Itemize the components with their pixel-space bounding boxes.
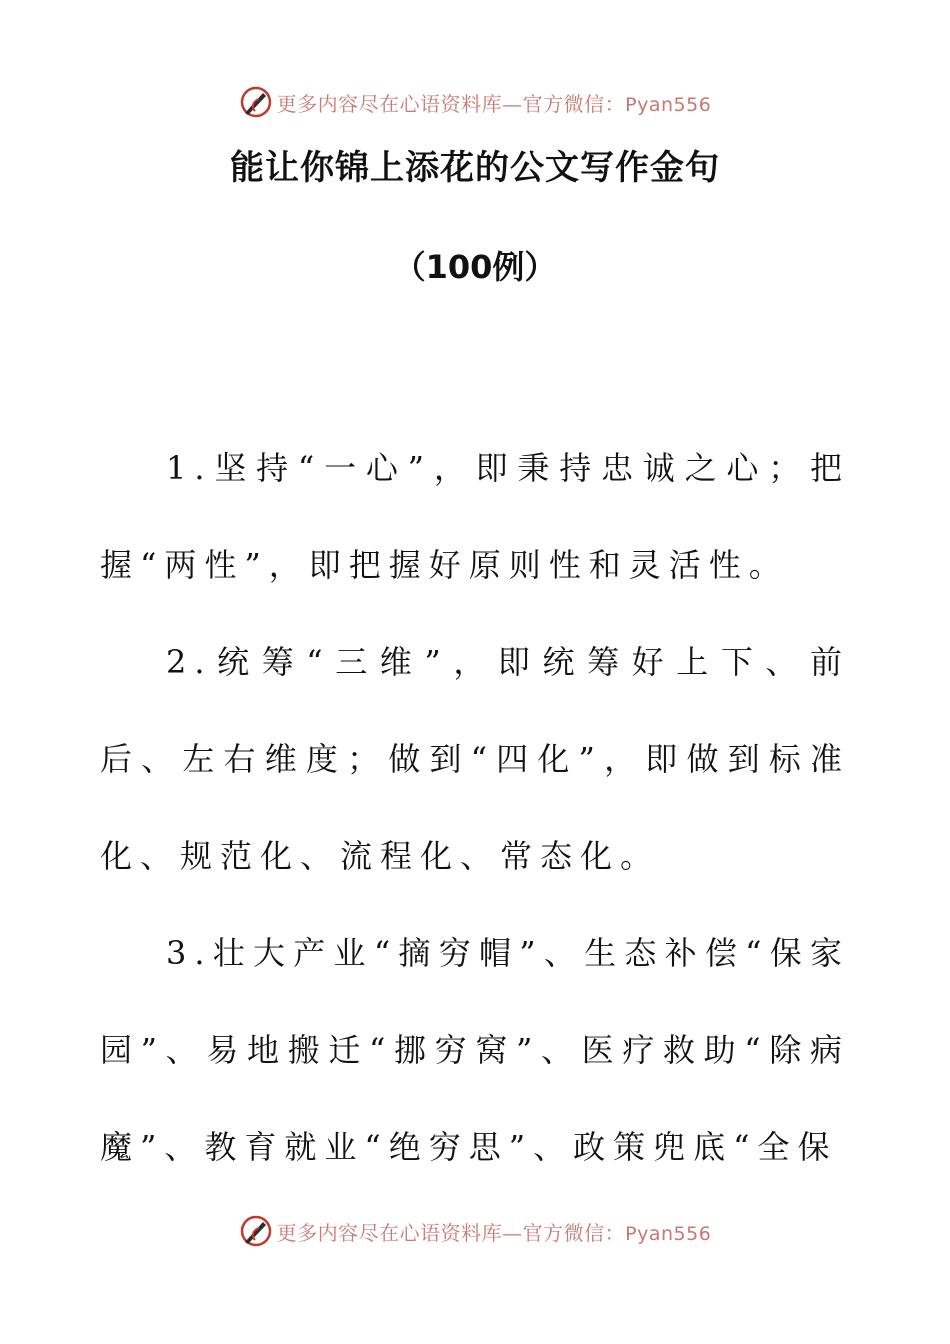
- document-body: [100, 420, 850, 1196]
- footer-watermark: [0, 1211, 950, 1251]
- pen-logo-icon: [239, 1214, 273, 1248]
- watermark-brand: 更多内容尽在心语资料库: [276, 91, 503, 116]
- pen-logo-icon: [239, 85, 273, 119]
- document-title: 能让你锦上添花的公文写作金句: [230, 148, 720, 188]
- watermark-wechat-id: Pyan556: [625, 93, 712, 116]
- watermark-brand: 更多内容尽在心语资料库: [276, 1220, 503, 1245]
- paragraph-3: 3.壮大产业“摘穷帽”、生态补偿“保家园”、易地搬迁“挪穷窝”、医疗救助“除病魔”、教育就业“绝穷思”、政策兜底“全保: [100, 934, 850, 1166]
- paragraph-2: 2.统筹“三维”，即统筹好上下、前后、左右维度；做到“四化”，即做到标准化、规范化、流程化、常态化。: [100, 643, 850, 875]
- header-watermark: [0, 82, 950, 122]
- watermark-wechat-label: 官方微信：: [522, 91, 626, 116]
- watermark-separator: —: [502, 91, 523, 116]
- watermark-wechat-id: Pyan556: [625, 1222, 712, 1245]
- watermark-wechat-label: 官方微信：: [522, 1220, 626, 1245]
- watermark-separator: —: [502, 1220, 523, 1245]
- paragraph-1: 1.坚持“一心”，即秉持忠诚之心；把握“两性”，即把握好原则性和灵活性。: [100, 449, 850, 584]
- document-subtitle: （100例）: [393, 248, 557, 286]
